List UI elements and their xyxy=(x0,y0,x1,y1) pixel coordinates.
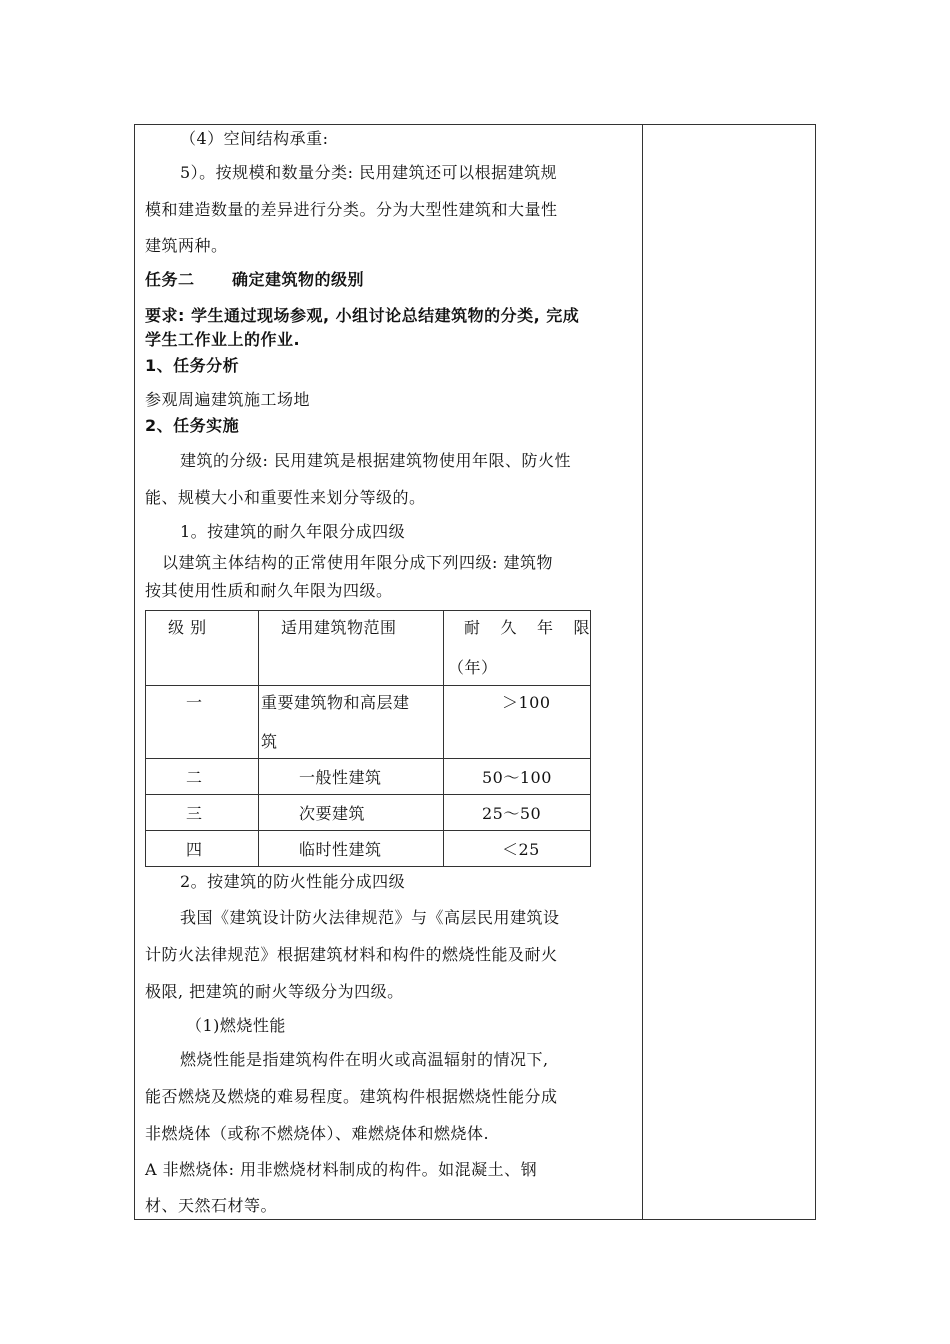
row-years: ＞100 xyxy=(502,693,551,712)
task-label: 任务二 xyxy=(145,270,195,289)
header-years-char: 限 xyxy=(573,618,590,637)
row-scope: 次要建筑 xyxy=(299,804,366,823)
row-grade: 二 xyxy=(186,768,203,787)
row-years: 25～50 xyxy=(482,804,542,823)
table-row xyxy=(146,686,591,759)
paragraph-line: 以建筑主体结构的正常使用年限分成下列四级: 建筑物 xyxy=(162,553,553,572)
paragraph-line: （1)燃烧性能 xyxy=(186,1016,286,1035)
section-heading: 1、任务分析 xyxy=(145,356,240,375)
paragraph-line: 建筑两种。 xyxy=(145,236,228,255)
paragraph-line: 1。按建筑的耐久年限分成四级 xyxy=(180,522,406,541)
paragraph-line: 5）。按规模和数量分类: 民用建筑还可以根据建筑规 xyxy=(180,163,558,182)
row-scope-cont: 筑 xyxy=(261,732,278,751)
paragraph-line: A 非燃烧体: 用非燃烧材料制成的构件。如混凝土、钢 xyxy=(145,1160,538,1179)
requirement-line: 学生工作业上的作业. xyxy=(145,330,301,349)
table-header-row xyxy=(146,611,591,686)
table-row xyxy=(146,831,591,867)
header-years-char: 久 xyxy=(500,618,517,637)
paragraph-line: 2。按建筑的防火性能分成四级 xyxy=(180,872,406,891)
row-scope: 重要建筑物和高层建 xyxy=(261,693,410,712)
header-years-line1 xyxy=(444,611,590,638)
header-years-line2: （年） xyxy=(448,658,498,677)
paragraph-line: 建筑的分级: 民用建筑是根据建筑物使用年限、防火性 xyxy=(180,451,571,470)
paragraph-line: 参观周遍建筑施工场地 xyxy=(145,390,311,409)
task-title: 确定建筑物的级别 xyxy=(232,270,365,289)
paragraph-line: 燃烧性能是指建筑构件在明火或高温辐射的情况下, xyxy=(180,1050,549,1069)
header-years-char: 耐 xyxy=(464,618,481,637)
paragraph-line: 能、规模大小和重要性来划分等级的。 xyxy=(145,488,426,507)
column-divider xyxy=(642,125,643,1219)
paragraph-line: （4）空间结构承重: xyxy=(180,129,329,148)
requirement-line: 要求: 学生通过现场参观, 小组讨论总结建筑物的分类, 完成 xyxy=(145,306,580,325)
paragraph-line: 模和建造数量的差异进行分类。分为大型性建筑和大量性 xyxy=(145,200,558,219)
row-years: 50～100 xyxy=(482,768,552,787)
row-scope: 一般性建筑 xyxy=(299,768,382,787)
paragraph-line: 我国《建筑设计防火法律规范》与《高层民用建筑设 xyxy=(180,908,560,927)
header-years-char: 年 xyxy=(536,618,554,637)
paragraph-line: 材、天然石材等。 xyxy=(145,1196,278,1215)
paragraph-line: 极限, 把建筑的耐火等级分为四级。 xyxy=(145,982,404,1001)
row-grade: 一 xyxy=(186,693,203,712)
row-scope: 临时性建筑 xyxy=(299,840,382,859)
table-row xyxy=(146,759,591,795)
header-grade: 级 别 xyxy=(168,618,207,637)
section-heading: 2、任务实施 xyxy=(145,416,240,435)
paragraph-line: 能否燃烧及燃烧的难易程度。建筑构件根据燃烧性能分成 xyxy=(145,1087,558,1106)
paragraph-line: 计防火法律规范》根据建筑材料和构件的燃烧性能及耐火 xyxy=(145,945,558,964)
table-row xyxy=(146,795,591,831)
paragraph-line: 非燃烧体（或称不燃烧体）、难燃烧体和燃烧体. xyxy=(145,1124,490,1143)
row-years: ＜25 xyxy=(502,840,540,859)
paragraph-line: 按其使用性质和耐久年限为四级。 xyxy=(145,581,393,600)
header-scope: 适用建筑物范围 xyxy=(281,618,397,637)
durability-grade-table xyxy=(145,610,591,867)
row-grade: 四 xyxy=(186,840,203,859)
row-grade: 三 xyxy=(186,804,203,823)
